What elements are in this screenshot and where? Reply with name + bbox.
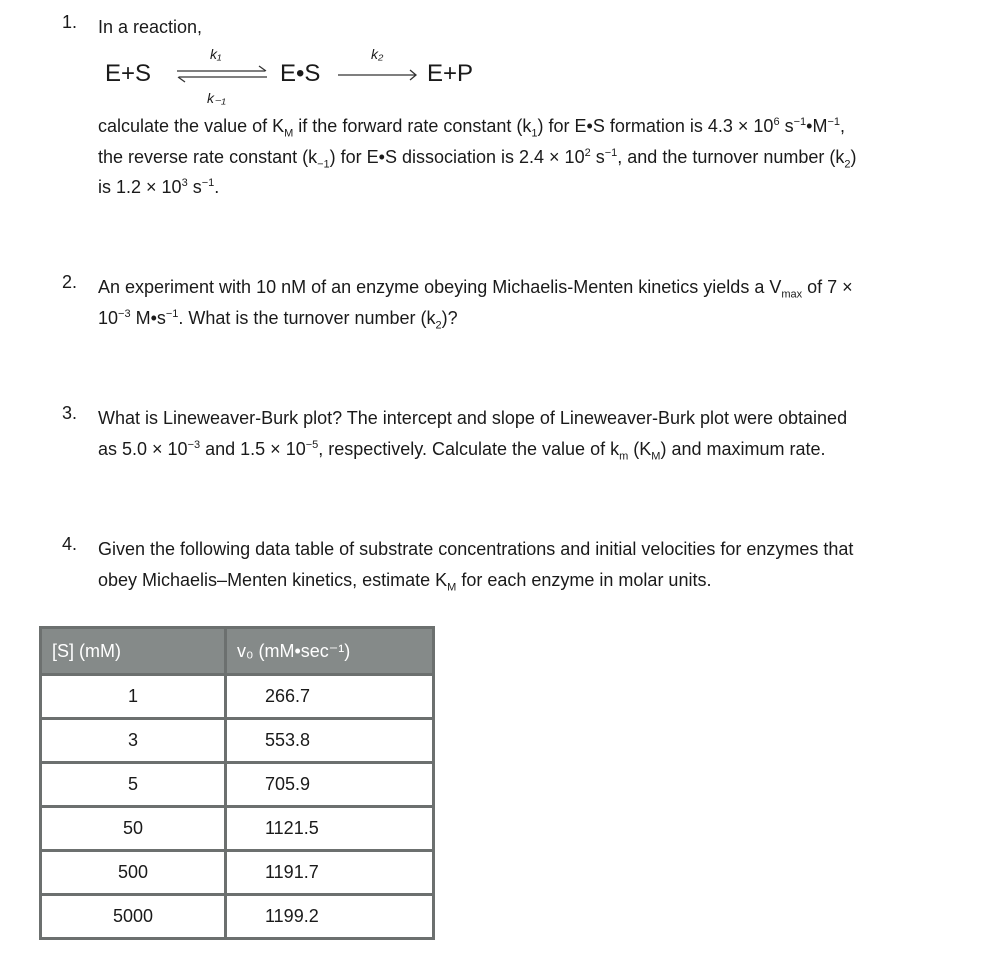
question-1 [62, 12, 962, 43]
eq-k2: k₂ [371, 46, 384, 62]
eq-k1: k₁ [210, 46, 222, 62]
text-segment: ) for E•S dissociation is 2.4 × 10 [329, 146, 585, 167]
text-segment: s [187, 177, 202, 197]
velocity-cell: 1191.7 [226, 851, 434, 895]
forward-arrow-icon [338, 62, 418, 88]
substrate-cell: 5 [41, 763, 226, 807]
text-segment: M [651, 450, 661, 463]
text-segment: −3 [118, 307, 131, 320]
question-number: 3. [62, 403, 78, 423]
eq-products: E+P [427, 60, 474, 87]
reaction-equation [105, 46, 525, 110]
text-segment: What is Lineweaver-Burk plot? The intercept and slope of Lineweaver-Burk plot were obtained [98, 408, 848, 428]
substrate-cell: 500 [41, 851, 226, 895]
text-segment: (K [628, 438, 652, 459]
velocity-cell: 705.9 [226, 763, 434, 807]
data-table [39, 626, 435, 940]
text-segment: s [779, 116, 794, 136]
text-segment: as 5.0 × 10 [98, 438, 188, 459]
question-text [98, 111, 962, 203]
table-header-row [41, 628, 434, 675]
question-4 [62, 534, 962, 595]
text-segment: 1 [531, 127, 538, 140]
text-segment: ) for E•S formation is 4.3 × 10 [537, 116, 774, 136]
text-segment: )? [441, 307, 458, 328]
text-segment: ) and maximum rate. [660, 438, 826, 459]
velocity-cell: 266.7 [226, 675, 434, 719]
question-text [98, 272, 962, 333]
text-segment: ) [850, 146, 857, 167]
header-velocity: v₀ (mM•sec⁻¹) [226, 628, 434, 675]
question-text [98, 403, 962, 464]
text-segment: . [214, 177, 220, 197]
table-row [41, 895, 434, 939]
text-segment: max [781, 288, 803, 301]
velocity-cell: 553.8 [226, 719, 434, 763]
text-segment: −1 [317, 158, 330, 171]
text-segment: •M [806, 116, 828, 136]
text-segment: is 1.2 × 10 [98, 177, 182, 197]
velocity-cell: 1121.5 [226, 807, 434, 851]
table-row [41, 763, 434, 807]
question-1-text [62, 111, 962, 203]
text-segment: Given the following data table of substrate concentrations and initial velocities for enzymes that [98, 539, 854, 559]
text-segment: −1 [165, 307, 179, 320]
text-segment: the reverse rate constant (k [98, 146, 318, 167]
substrate-cell: 50 [41, 807, 226, 851]
text-segment: , [839, 116, 845, 136]
text-segment: −1 [827, 116, 840, 128]
header-substrate: [S] (mM) [41, 628, 226, 675]
text-segment: −1 [201, 177, 215, 189]
question-number: 4. [62, 534, 78, 554]
text-segment: M [447, 581, 457, 594]
text-segment: −1 [793, 116, 807, 128]
text-segment: if the forward rate constant (k [293, 116, 532, 136]
substrate-cell: 1 [41, 675, 226, 719]
text-segment: 10 [98, 307, 119, 328]
question-2 [62, 272, 962, 333]
text-segment: M•s [130, 307, 166, 328]
eq-complex: E•S [280, 60, 321, 87]
text-segment: −1 [604, 146, 618, 159]
substrate-cell: 3 [41, 719, 226, 763]
text-segment: An experiment with 10 nM of an enzyme obeying Michaelis-Menten kinetics yields a V [98, 277, 782, 297]
table-row [41, 851, 434, 895]
eq-k-1: k₋₁ [207, 90, 226, 106]
eq-reactants: E+S [105, 60, 152, 87]
table-row [41, 807, 434, 851]
text-segment: of 7 × [802, 277, 853, 297]
text-segment: obey Michaelis–Menten kinetics, estimate K [98, 569, 448, 590]
text-segment: . What is the turnover number (k [178, 307, 436, 328]
question-3 [62, 403, 962, 464]
question-number: 2. [62, 272, 78, 292]
text-segment: 2 [844, 158, 851, 171]
text-segment: 3 [181, 177, 188, 189]
table-row [41, 719, 434, 763]
text-segment: M [284, 127, 294, 140]
question-text [98, 534, 962, 595]
text-segment: −3 [187, 438, 201, 451]
text-segment: m [619, 450, 629, 463]
substrate-cell: 5000 [41, 895, 226, 939]
table-row [41, 675, 434, 719]
question-intro: In a reaction, [98, 17, 203, 37]
text-segment: 2 [435, 319, 442, 332]
question-number: 1. [62, 12, 78, 32]
text-segment: for each enzyme in molar units. [456, 569, 712, 590]
text-segment: , respectively. Calculate the value of k [318, 438, 620, 459]
text-segment: , and the turnover number (k [617, 146, 845, 167]
equilibrium-arrows-icon [175, 62, 270, 88]
text-segment: calculate the value of K [98, 116, 285, 136]
text-segment: and 1.5 × 10 [200, 438, 306, 459]
text-segment: s [590, 146, 605, 167]
text-segment: 2 [584, 146, 591, 159]
text-segment: 6 [773, 116, 780, 128]
text-segment: −5 [305, 438, 319, 451]
velocity-cell: 1199.2 [226, 895, 434, 939]
